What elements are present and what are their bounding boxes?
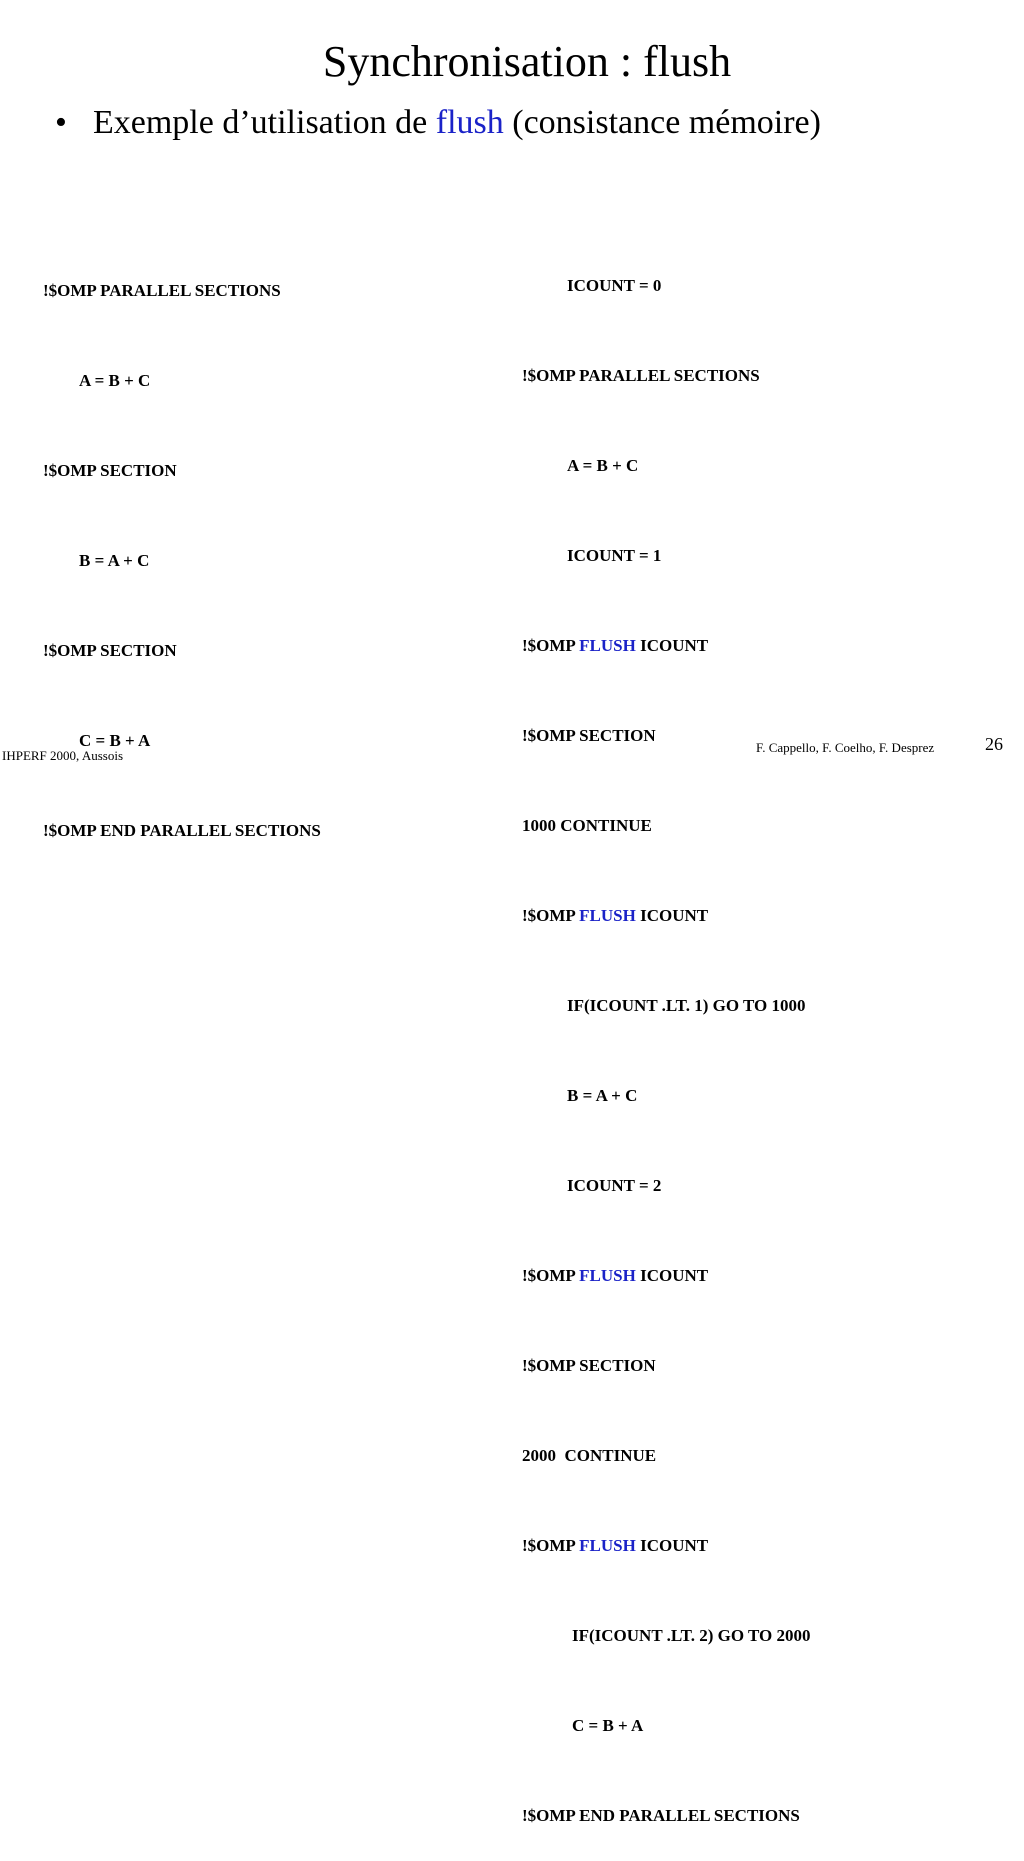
code-line: !$OMP PARALLEL SECTIONS	[522, 366, 760, 385]
code-directive: !$OMP	[522, 1536, 580, 1555]
code-line: !$OMP SECTION	[43, 641, 177, 660]
footer-conference: IHPERF 2000, Aussois	[2, 748, 123, 763]
code-line-flush	[522, 631, 811, 661]
bullet-text-prefix: Exemple d’utilisation de	[93, 104, 436, 141]
slide-title: Synchronisation : flush	[322, 37, 732, 86]
flush-keyword: FLUSH	[579, 906, 636, 925]
bullet-text-suffix: (consistance mémoire)	[503, 104, 821, 141]
code-line: C = B + A	[79, 731, 151, 750]
bullet-dot-icon: •	[55, 104, 67, 141]
flush-keyword: FLUSH	[579, 636, 636, 655]
code-directive: !$OMP	[522, 1266, 580, 1285]
code-line: ICOUNT = 2	[567, 1176, 662, 1195]
code-arg: ICOUNT	[635, 906, 709, 925]
code-line: A = B + C	[79, 371, 151, 390]
footer-authors: F. Cappello, F. Coelho, F. Desprez	[756, 740, 935, 755]
page-number: 26	[985, 734, 1003, 754]
code-line: !$OMP PARALLEL SECTIONS	[43, 281, 281, 300]
code-line: 2000 CONTINUE	[522, 1446, 657, 1465]
code-line: C = B + A	[572, 1716, 644, 1735]
code-line: !$OMP SECTION	[43, 461, 177, 480]
code-line: !$OMP END PARALLEL SECTIONS	[43, 821, 321, 840]
code-line: !$OMP SECTION	[522, 726, 656, 745]
code-line: 1000 CONTINUE	[522, 816, 652, 835]
code-arg: ICOUNT	[635, 1536, 709, 1555]
code-line-flush	[522, 1531, 811, 1561]
code-arg: ICOUNT	[635, 636, 709, 655]
code-directive: !$OMP	[522, 636, 580, 655]
code-line: ICOUNT = 0	[567, 276, 662, 295]
code-line: !$OMP END PARALLEL SECTIONS	[522, 1806, 800, 1825]
code-line-flush	[522, 1261, 811, 1291]
code-line-flush	[522, 901, 811, 931]
code-directive: !$OMP	[522, 906, 580, 925]
code-line: ICOUNT = 1	[567, 546, 662, 565]
bullet-item	[55, 100, 821, 146]
code-line: B = A + C	[567, 1086, 638, 1105]
code-line: IF(ICOUNT .LT. 1) GO TO 1000	[567, 996, 806, 1015]
right-code-block	[522, 211, 811, 1861]
left-code-block	[43, 216, 321, 876]
code-line: B = A + C	[79, 551, 150, 570]
code-line: A = B + C	[567, 456, 639, 475]
code-line: !$OMP SECTION	[522, 1356, 656, 1375]
flush-keyword: FLUSH	[579, 1266, 636, 1285]
bullet-keyword-flush: flush	[435, 104, 504, 141]
flush-keyword: FLUSH	[579, 1536, 636, 1555]
code-arg: ICOUNT	[635, 1266, 709, 1285]
code-line: IF(ICOUNT .LT. 2) GO TO 2000	[572, 1626, 811, 1645]
